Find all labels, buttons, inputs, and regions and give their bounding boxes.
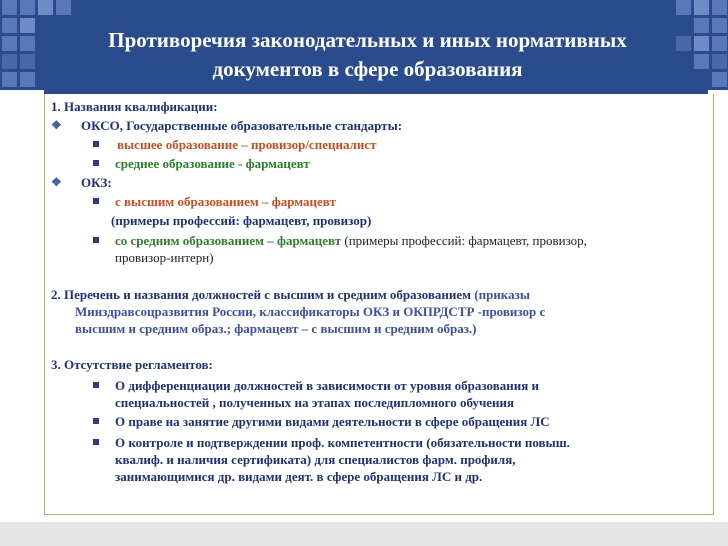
bullet-text: ОКЗ: bbox=[81, 175, 112, 190]
examples-note: (примеры профессий: фармацевт, провизор) bbox=[111, 213, 372, 228]
decor-square bbox=[712, 36, 727, 51]
decor-square bbox=[56, 0, 71, 15]
bullet-text-continuation: квалиф. и наличия сертификата) для специалистов фарм. профиля, bbox=[115, 452, 516, 467]
bullet-text-group bbox=[115, 232, 587, 249]
section2-line1 bbox=[51, 286, 707, 303]
bullet-text: с высшим образованием – фармацевт bbox=[115, 194, 336, 209]
square-bullet-icon bbox=[93, 198, 99, 204]
bullet-text-continuation: провизор-интерн) bbox=[115, 250, 214, 265]
decor-square bbox=[2, 0, 17, 15]
slide-footer-bar bbox=[0, 522, 728, 546]
bullet-text-note: (примеры профессий: фармацевт, провизор, bbox=[341, 233, 587, 248]
content-box bbox=[44, 94, 714, 515]
section2-text-note: (приказы bbox=[474, 287, 530, 302]
section1-heading: 1. Названия квалификации: bbox=[51, 99, 218, 114]
bullet-text: со средним образованием – bbox=[115, 233, 277, 248]
bullet-text: ОКСО, Государственные образовательные стандарты: bbox=[81, 118, 403, 133]
decor-square bbox=[694, 18, 709, 33]
slide-title-line2: документов в сфере образования bbox=[212, 57, 523, 81]
diamond-bullet-icon: ❖ bbox=[51, 175, 62, 189]
bullet-text: среднее образование - фармацевт bbox=[115, 156, 310, 171]
decor-square bbox=[2, 54, 17, 69]
bullet-text: высшее образование – провизор/специалист bbox=[117, 137, 377, 152]
decor-square bbox=[2, 72, 17, 87]
square-bullet-icon bbox=[93, 439, 99, 445]
slide-header bbox=[0, 0, 728, 90]
bullet-text-emph: фармацевт bbox=[276, 233, 342, 248]
square-bullet-icon bbox=[93, 382, 99, 388]
decor-square bbox=[20, 18, 35, 33]
slide-title bbox=[40, 26, 695, 84]
bullet-text: О контроле и подтверждении проф. компетентности (обязательности повыш. bbox=[115, 435, 570, 450]
decor-square bbox=[712, 72, 727, 87]
decor-square bbox=[676, 0, 691, 15]
decor-square bbox=[20, 54, 35, 69]
square-bullet-icon bbox=[93, 418, 99, 424]
decor-square bbox=[712, 0, 727, 15]
decor-square bbox=[694, 54, 709, 69]
square-bullet-icon bbox=[93, 141, 99, 147]
bullet-text-continuation: занимающимися др. видами деят. в сфере обращения ЛС и др. bbox=[115, 469, 483, 484]
decor-square bbox=[20, 72, 35, 87]
decor-square bbox=[38, 0, 53, 15]
square-bullet-icon bbox=[93, 237, 99, 243]
bullet-text: О дифференциации должностей в зависимости от уровня образования и bbox=[115, 378, 539, 393]
decor-square bbox=[20, 36, 35, 51]
square-bullet-icon bbox=[93, 160, 99, 166]
section2-text: 2. Перечень и названия должностей с высшим и средним образованием bbox=[51, 287, 472, 302]
bullet-text-continuation: специальностей , полученных на этапах последипломного обучения bbox=[115, 395, 515, 410]
decor-square bbox=[694, 36, 709, 51]
decor-square bbox=[20, 0, 35, 15]
bullet-text: О праве на занятие другими видами деятельности в сфере обращения ЛС bbox=[115, 414, 550, 429]
section2-line3: высшим и средним образ.; фармацевт – с высшим и средним образ.) bbox=[75, 321, 477, 336]
slide-title-line1: Противоречия законодательных и иных нормативных bbox=[108, 28, 627, 52]
section3-heading: 3. Отсутствие регламентов: bbox=[51, 357, 213, 372]
section2-line2: Минздравсоцразвития России, классификаторы ОКЗ и ОКПРДСТР -провизор с bbox=[75, 304, 546, 319]
decor-square bbox=[2, 36, 17, 51]
decor-square bbox=[712, 54, 727, 69]
diamond-bullet-icon: ❖ bbox=[51, 118, 62, 132]
decor-square bbox=[2, 18, 17, 33]
decor-square bbox=[712, 18, 727, 33]
decor-square bbox=[694, 0, 709, 15]
